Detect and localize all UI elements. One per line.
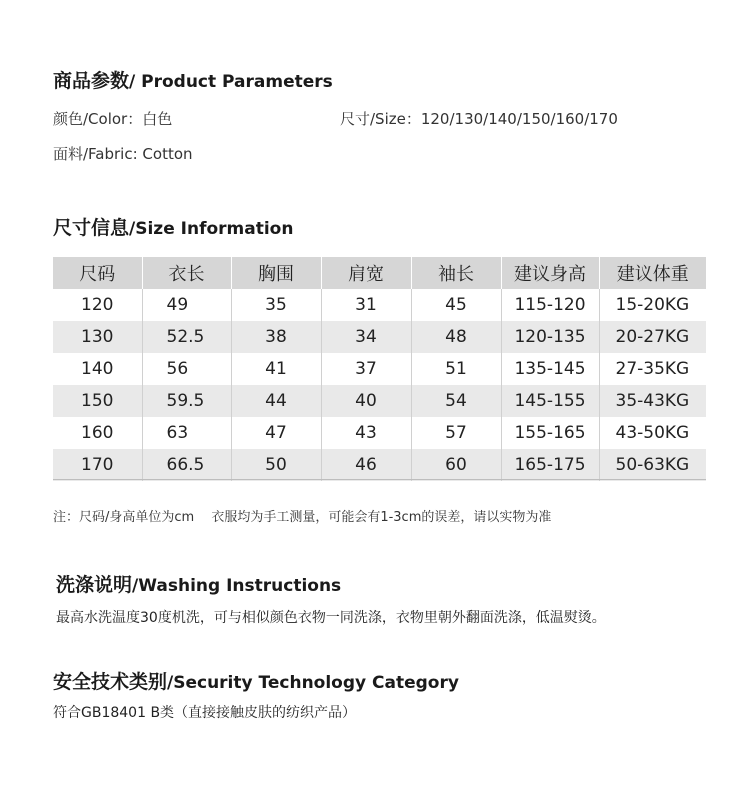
table-cell: 59.5 — [142, 385, 231, 417]
table-cell: 48 — [411, 321, 501, 353]
table-row — [53, 289, 706, 321]
table-cell: 43-50KG — [599, 417, 706, 449]
table-cell: 50-63KG — [599, 449, 706, 481]
security-text: 符合GB18401 B类（直接接触皮肤的纺织产品） — [53, 705, 357, 721]
size-table-header: 建议体重 — [599, 257, 706, 289]
table-cell: 155-165 — [501, 417, 599, 449]
table-cell: 135-145 — [501, 353, 599, 385]
table-cell: 44 — [231, 385, 321, 417]
table-cell: 56 — [142, 353, 231, 385]
table-cell: 20-27KG — [599, 321, 706, 353]
size-table-header: 衣长 — [142, 257, 231, 289]
table-cell: 140 — [81, 359, 114, 379]
table-cell: 47 — [231, 417, 321, 449]
size-table-header: 尺码 — [79, 264, 116, 285]
table-cell: 52.5 — [142, 321, 231, 353]
table-cell: 150 — [81, 391, 114, 411]
table-cell: 34 — [321, 321, 411, 353]
table-cell: 31 — [321, 289, 411, 321]
table-cell: 35-43KG — [599, 385, 706, 417]
table-cell: 49 — [142, 289, 231, 321]
table-cell: 41 — [231, 353, 321, 385]
table-bottom-divider — [53, 479, 706, 480]
table-cell: 57 — [411, 417, 501, 449]
product-params-title-en: / Product Parameters — [129, 72, 333, 92]
washing-title-cn: 洗涤说明 — [56, 574, 133, 596]
table-row — [53, 449, 706, 481]
size-note: 注：尺码/身高单位为cm 衣服均为手工测量，可能会有1-3cm的误差，请以实物为准 — [53, 510, 552, 525]
table-row — [53, 353, 706, 385]
table-cell: 165-175 — [501, 449, 599, 481]
table-cell: 170 — [81, 455, 114, 475]
table-cell: 51 — [411, 353, 501, 385]
size-info-title-en: /Size Information — [129, 219, 294, 239]
size-table-header: 建议身高 — [501, 257, 599, 289]
table-cell: 60 — [411, 449, 501, 481]
size-table-header-row — [53, 257, 706, 289]
table-cell: 40 — [321, 385, 411, 417]
size-table-header: 胸围 — [231, 257, 321, 289]
table-cell: 27-35KG — [599, 353, 706, 385]
security-title-en: /Security Technology Category — [167, 673, 459, 693]
table-cell: 130 — [81, 327, 114, 347]
table-cell: 35 — [231, 289, 321, 321]
table-row — [53, 417, 706, 449]
table-row — [53, 385, 706, 417]
table-cell: 45 — [411, 289, 501, 321]
table-cell: 66.5 — [142, 449, 231, 481]
security-title-cn: 安全技术类别 — [53, 671, 168, 693]
product-params-title-cn: 商品参数 — [53, 70, 130, 92]
size-param: 尺寸/Size：120/130/140/150/160/170 — [340, 110, 618, 128]
table-cell: 46 — [321, 449, 411, 481]
size-table — [53, 257, 706, 481]
table-cell: 120 — [81, 295, 114, 315]
size-info-title — [53, 213, 293, 240]
table-cell: 37 — [321, 353, 411, 385]
size-info-title-cn: 尺寸信息 — [53, 217, 130, 239]
product-params-title — [53, 66, 333, 93]
table-cell: 54 — [411, 385, 501, 417]
table-row — [53, 321, 706, 353]
table-cell: 160 — [81, 423, 114, 443]
fabric-param: 面料/Fabric: Cotton — [53, 145, 193, 163]
table-cell: 145-155 — [501, 385, 599, 417]
washing-title — [56, 570, 341, 597]
color-param: 颜色/Color：白色 — [53, 110, 173, 128]
table-cell: 50 — [231, 449, 321, 481]
size-table-header: 肩宽 — [321, 257, 411, 289]
washing-title-en: /Washing Instructions — [132, 576, 342, 596]
size-table-header: 袖长 — [411, 257, 501, 289]
table-cell: 15-20KG — [599, 289, 706, 321]
table-cell: 38 — [231, 321, 321, 353]
table-cell: 63 — [142, 417, 231, 449]
washing-text: 最高水洗温度30度机洗，可与相似颜色衣物一同洗涤，衣物里朝外翻面洗涤，低温熨烫。 — [56, 610, 606, 626]
table-cell: 115-120 — [501, 289, 599, 321]
table-cell: 120-135 — [501, 321, 599, 353]
security-title — [53, 667, 459, 694]
table-cell: 43 — [321, 417, 411, 449]
